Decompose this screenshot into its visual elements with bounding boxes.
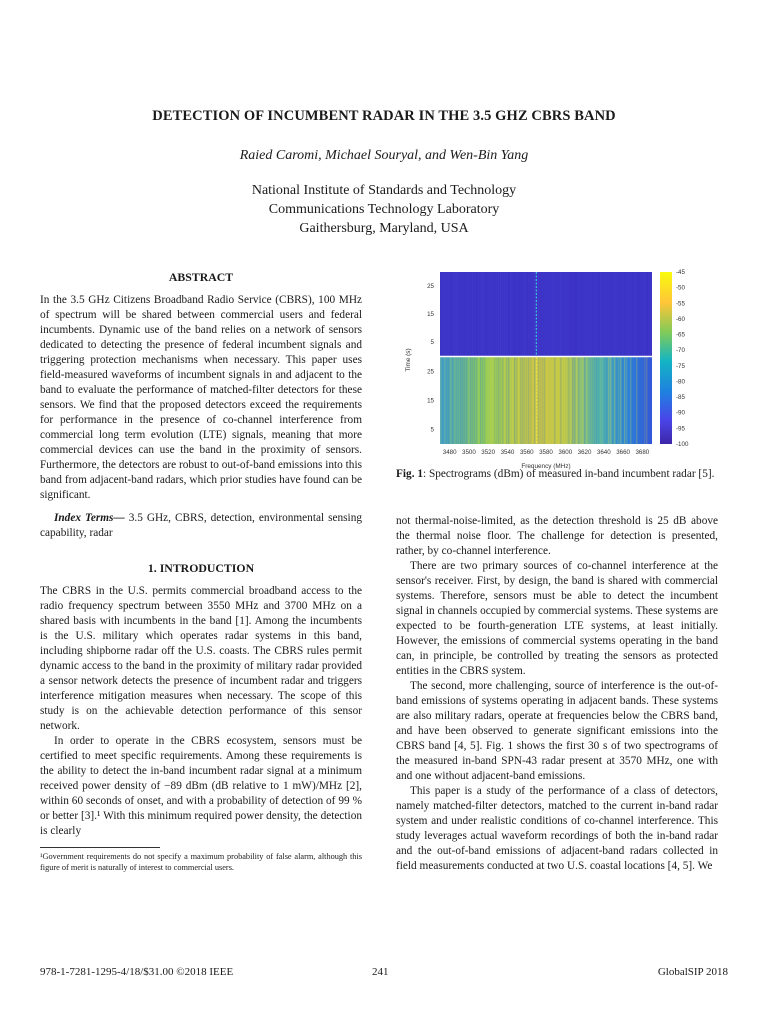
- spectrogram-texture: [454, 272, 455, 356]
- spectrogram-texture: [446, 357, 447, 444]
- x-tick-label: 3480: [442, 449, 457, 456]
- spectrogram-texture: [566, 357, 567, 444]
- spectrogram-texture: [530, 272, 531, 356]
- spectrogram-texture: [602, 272, 603, 356]
- spectrogram-texture: [626, 272, 627, 356]
- spectrogram-texture: [480, 272, 481, 356]
- spectrogram-texture: [470, 272, 471, 356]
- spectrogram-texture: [614, 357, 615, 444]
- spectrogram-texture: [608, 272, 609, 356]
- spectrogram-texture: [498, 357, 499, 444]
- spectrogram-texture: [478, 272, 479, 356]
- spectrogram-texture: [440, 357, 441, 444]
- spectrogram-texture: [586, 357, 587, 444]
- spectrogram-texture: [464, 272, 465, 356]
- right-column: [396, 514, 718, 874]
- spectrogram-texture: [648, 357, 649, 444]
- spectrogram-texture: [494, 272, 495, 356]
- spectrogram-texture: [634, 357, 635, 444]
- spectrogram-texture: [558, 272, 559, 356]
- index-terms-label: Index Terms—: [54, 512, 125, 524]
- spectrogram-texture: [564, 357, 565, 444]
- spectrogram-texture: [512, 357, 513, 444]
- spectrogram-texture: [462, 357, 463, 444]
- spectrogram-texture: [534, 357, 535, 444]
- abstract-text: In the 3.5 GHz Citizens Broadband Radio Service (CBRS), 100 MHz of spectrum will be shared between commercial users and federal incumbents. Dynamic use of the band relies on a network of sensors dedicated to detecting the presence of federal incumbent signals and triggering protection mechanisms when necessary. This paper uses field-measured waveforms of incumbent signals in and adjacent to the band to evaluate the performance of matched-filter detectors for these sensors. We find that the proposed detectors exceed the requirements for performance in the presence of co-channel interference from commercial long term evolution (LTE) signals, meaning that more commercial devices can use the band in the proximity of sensors. Furthermore, the detectors are robust to out-of-band emissions into this band from adjacent-band radars, which prior studies have found can be significant.: [40, 294, 362, 501]
- spectrogram-texture: [644, 272, 645, 356]
- spectrogram-texture: [468, 357, 469, 444]
- spectrogram-texture: [458, 272, 459, 356]
- colorbar-tick-label: -85: [676, 394, 685, 402]
- spectrogram-texture: [444, 357, 445, 444]
- spectrogram-texture: [448, 357, 449, 444]
- spectrogram-texture: [594, 357, 595, 444]
- spectrogram-texture: [454, 357, 455, 444]
- x-tick-label: 3680: [635, 449, 650, 456]
- spectrogram-texture: [532, 357, 533, 444]
- spectrogram-texture: [486, 272, 487, 356]
- spectrogram-texture: [466, 272, 467, 356]
- spectrogram-texture: [544, 272, 545, 356]
- caption-label: Fig. 1: [396, 468, 423, 480]
- spectrogram-texture: [542, 357, 543, 444]
- body-paragraph: not thermal-noise-limited, as the detection threshold is 25 dB above the thermal noise floor. The challenge for detection is presented, rather, by co-channel interference.: [396, 515, 718, 557]
- spectrogram-texture: [580, 272, 581, 356]
- spectrogram-texture: [622, 357, 623, 444]
- spectrogram-texture: [620, 357, 621, 444]
- spectrogram-texture: [502, 272, 503, 356]
- spectrogram-texture: [620, 272, 621, 356]
- spectrogram-texture: [508, 272, 509, 356]
- spectrogram-texture: [460, 272, 461, 356]
- index-terms: [40, 511, 362, 541]
- spectrogram-texture: [628, 357, 629, 444]
- spectrogram-texture: [496, 357, 497, 444]
- abstract-heading: ABSTRACT: [168, 270, 234, 284]
- spectrogram-texture: [548, 357, 549, 444]
- spectrogram-texture: [560, 357, 561, 444]
- spectrogram-texture: [570, 272, 571, 356]
- y-tick-label: 15: [427, 311, 434, 318]
- colorbar-tick-label: -80: [676, 378, 685, 386]
- spectrogram-texture: [486, 357, 487, 444]
- spectrogram-texture: [592, 357, 593, 444]
- spectrogram-texture: [516, 357, 517, 444]
- spectrogram-texture: [450, 357, 451, 444]
- spectrogram-texture: [552, 272, 553, 356]
- spectrogram-texture: [594, 272, 595, 356]
- spectrogram-texture: [520, 357, 521, 444]
- footer-venue: GlobalSIP 2018: [657, 966, 728, 978]
- spectrogram-texture: [498, 272, 499, 356]
- spectrogram-texture: [648, 272, 649, 356]
- spectrogram-texture: [572, 357, 573, 444]
- spectrogram-texture: [452, 272, 453, 356]
- spectrogram-texture: [538, 272, 539, 356]
- spectrogram-texture: [456, 357, 457, 444]
- spectrogram-texture: [578, 357, 579, 444]
- x-tick-label: 3640: [596, 449, 611, 456]
- colorbar: [660, 272, 672, 444]
- spectrogram-texture: [582, 272, 583, 356]
- spectrogram-texture: [564, 272, 565, 356]
- spectrogram-texture: [562, 272, 563, 356]
- body-paragraph: The second, more challenging, source of interference is the out-of-band emissions of systems operating in adjacent bands. These systems are also military radars, operate at frequencies below the CBRS band, and have been observed to generate significant emissions into the CBRS band [4, 5]. Fig. 1 shows the first 30 s of two spectrograms of the measured in-band SPN-43 radar present at 3570 MHz, one with and one without adjacent-band emissions.: [396, 680, 718, 782]
- spectrogram-texture: [500, 272, 501, 356]
- spectrogram-texture: [470, 357, 471, 444]
- x-tick-label: 3560: [519, 449, 534, 456]
- spectrogram-texture: [624, 272, 625, 356]
- colorbar-tick-label: -50: [676, 284, 685, 292]
- index-terms-text: 3.5 GHz, CBRS, detection, environmental sensing capability, radar: [40, 512, 362, 539]
- y-tick-label: 15: [427, 397, 434, 405]
- spectrogram-texture: [570, 357, 571, 444]
- spectrogram-texture: [510, 272, 511, 356]
- paper-title: DETECTION OF INCUMBENT RADAR IN THE 3.5 GHZ CBRS BAND: [152, 108, 616, 124]
- spectrogram-texture: [590, 357, 591, 444]
- spectrogram-texture: [490, 357, 491, 444]
- spectrogram-texture: [532, 272, 533, 356]
- footnote-rule: [40, 847, 160, 848]
- spectrogram-texture: [468, 272, 469, 356]
- spectrogram-texture: [452, 357, 453, 444]
- spectrogram-texture: [588, 272, 589, 356]
- affiliation-line: Gaithersburg, Maryland, USA: [299, 221, 469, 236]
- spectrogram-texture: [610, 272, 611, 356]
- spectrogram-texture: [636, 357, 637, 444]
- y-axis-label: Time (s): [405, 348, 412, 372]
- spectrogram-texture: [642, 272, 643, 356]
- spectrogram-texture: [476, 357, 477, 444]
- spectrogram-texture: [472, 272, 473, 356]
- colorbar-tick-label: -55: [676, 300, 685, 308]
- spectrogram-texture: [464, 357, 465, 444]
- colorbar-tick-label: -75: [676, 362, 685, 370]
- affiliation-line: National Institute of Standards and Technology: [251, 183, 517, 198]
- spectrogram-texture: [580, 357, 581, 444]
- colorbar-tick-label: -90: [676, 409, 685, 417]
- spectrogram-texture: [516, 272, 517, 356]
- body-paragraph: There are two primary sources of co-channel interference at the sensor's receiver. First, by design, the band is shared with commercial systems. Therefore, sensors must be able to detect the incumbent signal in channels occupied by commercial systems. These systems are expected to be fourth-generation LTE systems, at least initially. However, the emissions of commercial systems operating in the band can, in principle, be controlled by treating the sensors as protected entities in the CBRS system.: [396, 560, 718, 677]
- spectrogram-texture: [522, 357, 523, 444]
- spectrogram-texture: [524, 357, 525, 444]
- spectrogram-texture: [646, 357, 647, 444]
- spectrogram-texture: [554, 272, 555, 356]
- page-number: 241: [372, 966, 389, 978]
- spectrogram-texture: [494, 357, 495, 444]
- spectrogram-texture: [520, 272, 521, 356]
- x-tick-label: 3540: [500, 449, 515, 456]
- spectrogram-texture: [566, 272, 567, 356]
- spectrogram-texture: [618, 272, 619, 356]
- spectrogram-texture: [550, 272, 551, 356]
- spectrogram-texture: [544, 357, 545, 444]
- spectrogram-texture: [574, 272, 575, 356]
- spectrogram-texture: [474, 357, 475, 444]
- spectrogram-texture: [606, 357, 607, 444]
- spectrogram-texture: [588, 357, 589, 444]
- spectrogram-texture: [562, 357, 563, 444]
- spectrogram-texture: [526, 357, 527, 444]
- x-tick-label: 3500: [462, 449, 476, 456]
- spectrogram-texture: [596, 272, 597, 356]
- spectrogram-texture: [642, 357, 643, 444]
- spectrogram-texture: [560, 272, 561, 356]
- spectrogram-texture: [456, 272, 457, 356]
- spectrogram-texture: [582, 357, 583, 444]
- spectrogram-texture: [550, 357, 551, 444]
- figure-caption: [396, 467, 728, 482]
- colorbar-tick-label: -45: [676, 269, 685, 276]
- spectrogram-texture: [592, 272, 593, 356]
- affiliation-line: Communications Technology Laboratory: [268, 202, 500, 217]
- spectrogram-texture: [478, 357, 479, 444]
- spectrogram-texture: [504, 357, 505, 444]
- spectrogram-texture: [526, 272, 527, 356]
- spectrogram-texture: [634, 272, 635, 356]
- x-tick-label: 3580: [539, 449, 553, 456]
- spectrogram-texture: [628, 272, 629, 356]
- spectrogram-texture: [460, 357, 461, 444]
- colorbar-tick-label: -95: [676, 425, 685, 433]
- spectrogram-texture: [624, 357, 625, 444]
- spectrogram-texture: [528, 357, 529, 444]
- body-paragraph: This paper is a study of the performance of a class of detectors, namely matched-filter detectors, matched to the current in-band radar system and under realistic conditions of co-channel interference. This study leverages actual waveform recordings of both the in-band radar and the out-of-band emissions of adjacent-band radars collected in field measurements conducted at two U.S. coastal locations [4, 5]. We: [396, 785, 718, 872]
- spectrogram-texture: [572, 272, 573, 356]
- spectrogram-texture: [524, 272, 525, 356]
- colorbar-tick-label: -100: [676, 441, 689, 448]
- spectrogram-texture: [622, 272, 623, 356]
- intro-heading: 1. INTRODUCTION: [147, 561, 255, 575]
- spectrogram-texture: [632, 357, 633, 444]
- spectrogram-texture: [606, 272, 607, 356]
- spectrogram-texture: [548, 272, 549, 356]
- spectrogram-texture: [546, 272, 547, 356]
- spectrogram-texture: [612, 357, 613, 444]
- spectrogram-texture: [630, 272, 631, 356]
- spectrogram-texture: [640, 357, 641, 444]
- spectrogram-texture: [612, 272, 613, 356]
- spectrogram-texture: [556, 272, 557, 356]
- spectrogram-texture: [576, 357, 577, 444]
- spectrogram-texture: [518, 272, 519, 356]
- intro-paragraph: The CBRS in the U.S. permits commercial broadband access to the radio frequency spectrum between 3550 MHz and 3700 MHz on a shared basis with incumbents in the band [1]. Among the incumbents is the U.S. military which operates radar systems in this band, including shipborne radar off the U.S. coasts. The CBRS rules permit dynamic access to the band in the proximity of military radar provided a sensor network detects the presence of incumbent radar and triggers interference mitigation measures when necessary. The scope of this study is on the achievable detection performance of this sensor network.: [40, 585, 362, 732]
- spectrogram-texture: [614, 272, 615, 356]
- spectrogram-texture: [568, 272, 569, 356]
- spectrogram-texture: [506, 357, 507, 444]
- spectrogram-texture: [600, 272, 601, 356]
- left-column: [40, 262, 362, 873]
- spectrogram-texture: [640, 272, 641, 356]
- spectrogram-texture: [604, 272, 605, 356]
- spectrogram-texture: [448, 272, 449, 356]
- spectrogram-texture: [492, 357, 493, 444]
- spectrogram-texture: [638, 272, 639, 356]
- y-tick-label: 5: [430, 426, 434, 434]
- y-tick-label: 25: [427, 368, 434, 376]
- spectrogram-texture: [600, 357, 601, 444]
- y-tick-label: 5: [430, 339, 434, 346]
- colorbar-tick-label: -70: [676, 347, 685, 355]
- footnote: ¹Government requirements do not specify a maximum probability of false alarm, although this figure of merit is naturally of interest to commercial users.: [40, 852, 362, 872]
- spectrogram-texture: [484, 357, 485, 444]
- spectrogram-texture: [450, 272, 451, 356]
- spectrogram-texture: [506, 272, 507, 356]
- spectrogram-texture: [510, 357, 511, 444]
- spectrogram-texture: [650, 272, 651, 356]
- y-tick-label: 25: [427, 283, 434, 290]
- spectrogram-texture: [512, 272, 513, 356]
- spectrogram-texture: [626, 357, 627, 444]
- spectrogram-texture: [466, 357, 467, 444]
- spectrogram-texture: [584, 272, 585, 356]
- spectrogram-texture: [474, 272, 475, 356]
- spectrogram-texture: [608, 357, 609, 444]
- spectrogram-texture: [568, 357, 569, 444]
- spectrogram-texture: [446, 272, 447, 356]
- spectrogram-texture: [586, 272, 587, 356]
- spectrogram-texture: [650, 357, 651, 444]
- figure-1: [396, 266, 726, 478]
- spectrogram-texture: [578, 272, 579, 356]
- spectrogram-texture: [616, 272, 617, 356]
- x-tick-label: 3660: [616, 449, 630, 456]
- spectrogram-texture: [584, 357, 585, 444]
- spectrogram-texture: [576, 272, 577, 356]
- spectrogram-texture: [552, 357, 553, 444]
- spectrogram-texture: [604, 357, 605, 444]
- spectrogram-texture: [632, 272, 633, 356]
- spectrogram-texture: [476, 272, 477, 356]
- spectrogram-texture: [610, 357, 611, 444]
- spectrogram-texture: [558, 357, 559, 444]
- x-tick-label: 3600: [558, 449, 573, 456]
- spectrogram-texture: [490, 272, 491, 356]
- colorbar-tick-label: -60: [676, 315, 685, 323]
- spectrogram-texture: [530, 357, 531, 444]
- caption-text: : Spectrograms (dBm) of measured in-band incumbent radar [5].: [423, 468, 715, 480]
- spectrogram-texture: [462, 272, 463, 356]
- intro-paragraph: In order to operate in the CBRS ecosystem, sensors must be certified to meet specific requirements. Among these requirements is the ability to detect the in-band incumbent radar signal at a minimum received power density of −89 dBm (dB relative to 1 mW)/MHz [2], within 60 seconds of onset, and with a probability of detection of 99 % or better [3].¹ With this minimum required power density, the detection is clearly: [40, 735, 362, 837]
- spectrogram-texture: [528, 272, 529, 356]
- spectrogram-texture: [442, 272, 443, 356]
- spectrogram-texture: [508, 357, 509, 444]
- spectrogram-texture: [546, 357, 547, 444]
- spectrogram-texture: [542, 272, 543, 356]
- spectrogram-texture: [480, 357, 481, 444]
- spectrogram-texture: [514, 357, 515, 444]
- affiliation: [0, 181, 768, 238]
- spectrogram-texture: [618, 357, 619, 444]
- spectrogram-texture: [440, 272, 441, 356]
- spectrogram-texture: [644, 357, 645, 444]
- spectrogram-texture: [554, 357, 555, 444]
- spectrogram-texture: [598, 357, 599, 444]
- spectrogram-texture: [504, 272, 505, 356]
- spectrogram-texture: [538, 357, 539, 444]
- spectrogram-texture: [596, 357, 597, 444]
- spectrogram-texture: [472, 357, 473, 444]
- spectrogram-texture: [574, 357, 575, 444]
- footer-isbn: 978-1-7281-1295-4/18/$31.00 ©2018 IEEE: [40, 966, 234, 978]
- spectrogram-texture: [598, 272, 599, 356]
- spectrogram-texture: [540, 272, 541, 356]
- x-tick-label: 3620: [577, 449, 592, 456]
- spectrogram-texture: [556, 357, 557, 444]
- x-tick-label: 3520: [481, 449, 496, 456]
- spectrogram-texture: [636, 272, 637, 356]
- spectrogram-texture: [492, 272, 493, 356]
- spectrogram-texture: [630, 357, 631, 444]
- spectrogram-texture: [458, 357, 459, 444]
- spectrogram-texture: [442, 357, 443, 444]
- x-axis-label: Frequency (MHz): [521, 463, 571, 470]
- spectrogram-texture: [590, 272, 591, 356]
- spectrogram-texture: [540, 357, 541, 444]
- spectrogram-chart: [396, 266, 726, 478]
- spectrogram-texture: [482, 357, 483, 444]
- colorbar-tick-label: -65: [676, 331, 685, 339]
- spectrogram-texture: [534, 272, 535, 356]
- spectrogram-texture: [514, 272, 515, 356]
- spectrogram-texture: [602, 357, 603, 444]
- spectrogram-texture: [646, 272, 647, 356]
- spectrogram-texture: [488, 357, 489, 444]
- paper-authors: Raied Caromi, Michael Souryal, and Wen-Bin Yang: [239, 148, 529, 163]
- spectrogram-texture: [518, 357, 519, 444]
- spectrogram-texture: [484, 272, 485, 356]
- spectrogram-texture: [500, 357, 501, 444]
- spectrogram-texture: [496, 272, 497, 356]
- spectrogram-texture: [522, 272, 523, 356]
- spectrogram-texture: [444, 272, 445, 356]
- spectrogram-texture: [502, 357, 503, 444]
- spectrogram-texture: [616, 357, 617, 444]
- spectrogram-texture: [482, 272, 483, 356]
- spectrogram-texture: [638, 357, 639, 444]
- spectrogram-texture: [488, 272, 489, 356]
